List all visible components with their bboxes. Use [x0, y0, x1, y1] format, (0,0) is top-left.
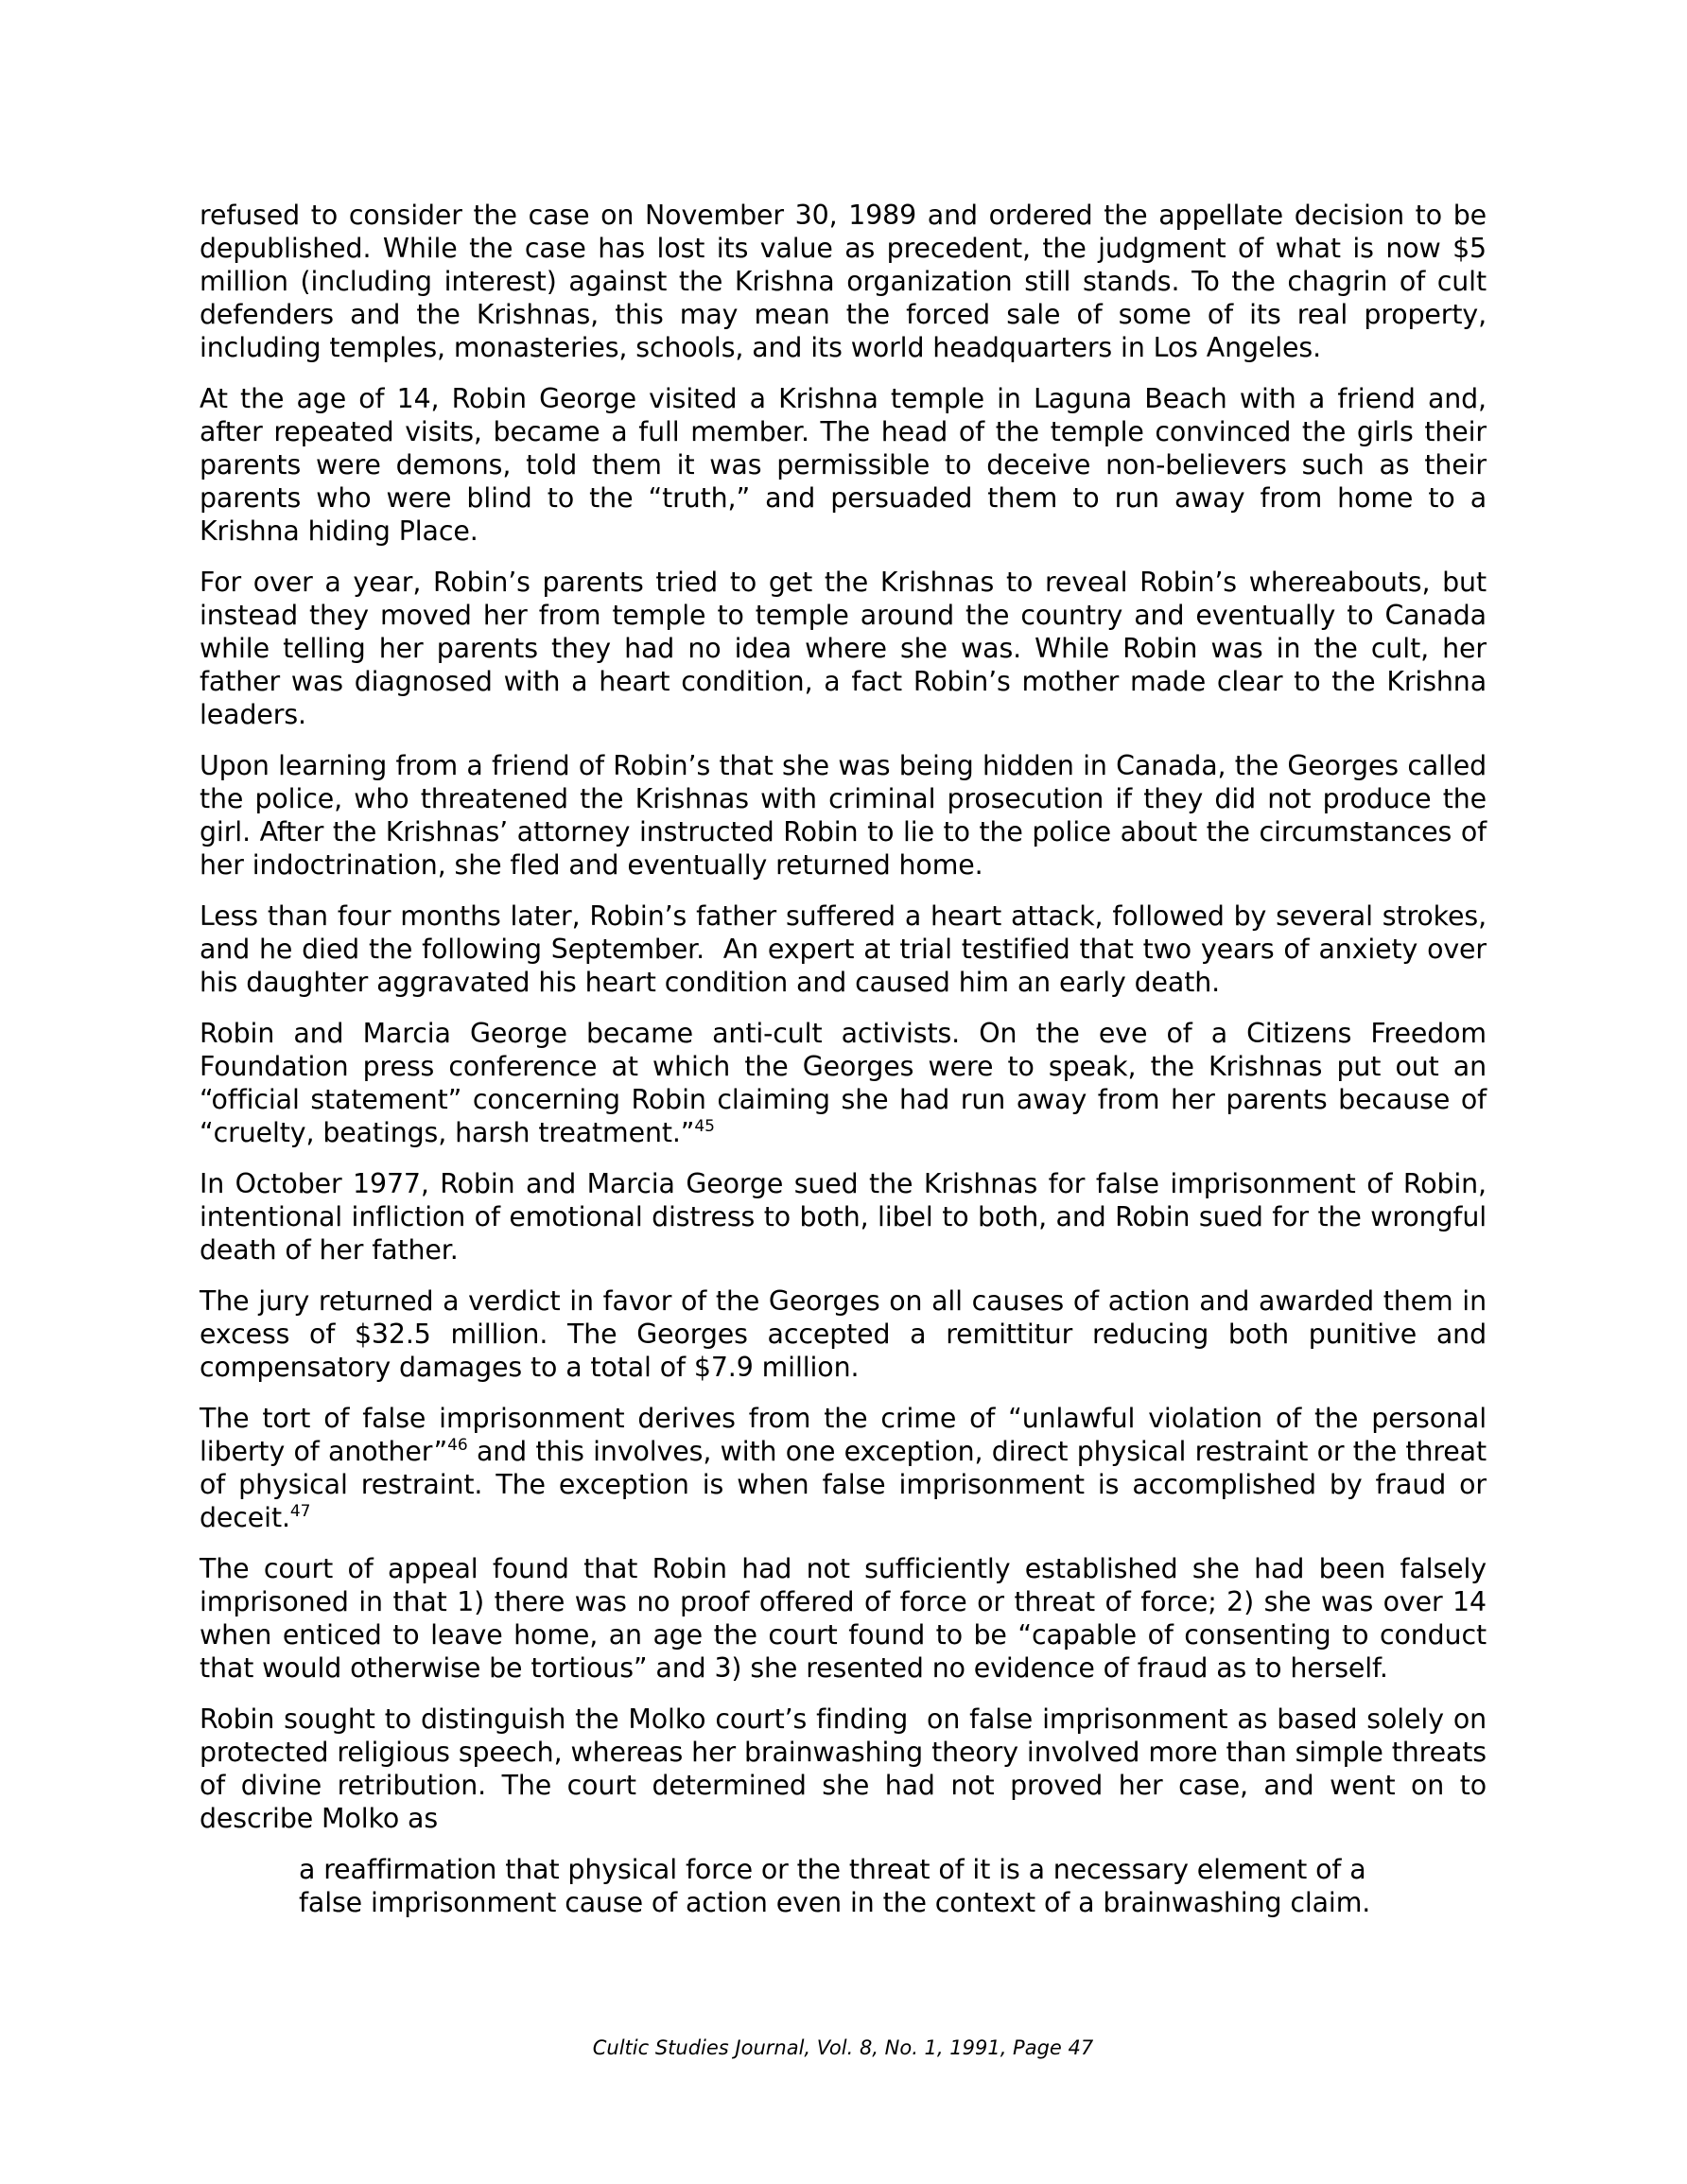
- paragraph-parents-search: [200, 566, 1487, 731]
- footnote-ref-46[interactable]: 46: [447, 1436, 468, 1455]
- footnote-ref-47[interactable]: 47: [289, 1502, 311, 1521]
- paragraph-anti-cult-activists: [200, 1017, 1487, 1149]
- paragraph-text: Robin and Marcia George became anti-cult activists. On the eve of a Citizens Freedom Foundation press conference at which the Georges were to speak, the Krishnas put out an “official statement” concerning Robin claiming she had run away from her parents because of “cruelty, beatings, harsh treatment.”: [200, 1018, 1487, 1148]
- paragraph-text: At the age of 14, Robin George visited a Krishna temple in Laguna Beach with a friend and, after repeated visits, became a full member. The head of the temple convinced the girls their parents were demons, told them it was permissible to deceive non-believers such as their parents who were blind to the “truth,” and persuaded them to run away from home to a Krishna hiding Place.: [200, 383, 1487, 547]
- paragraph-molko-distinction: [200, 1703, 1487, 1835]
- paragraph-text: For over a year, Robin’s parents tried to get the Krishnas to reveal Robin’s whereabouts, but instead they moved her from temple to temple around the country and eventually to Canada while telling her parents they had no idea where she was. While Robin was in the cult, her father was diagnosed with a heart condition, a fact Robin’s mother made clear to the Krishna leaders.: [200, 567, 1487, 730]
- paragraph-text: and this involves, with one exception, direct physical restraint or the threat of physical restraint. The exception is when false imprisonment is accomplished by fraud or deceit.: [200, 1436, 1487, 1533]
- block-quote: a reaffirmation that physical force or the threat of it is a necessary element of a false imprisonment cause of action even in the context of a brainwashing claim.: [299, 1854, 1371, 1918]
- paragraph-court-of-appeal: [200, 1552, 1487, 1685]
- paragraph-depublished-judgment: [200, 199, 1487, 364]
- paragraph-text: Robin sought to distinguish the Molko court’s finding on false imprisonment as based solely on protected religious speech, whereas her brainwashing theory involved more than simple threats of divine retribution. The court determined she had not proved her case, and went on to describe Molko as: [200, 1704, 1487, 1834]
- paragraph-lawsuit-1977: [200, 1167, 1487, 1267]
- paragraph-police-canada: [200, 749, 1487, 882]
- paragraph-text: In October 1977, Robin and Marcia George sued the Krishnas for false imprisonment of Robin, intentional infliction of emotional distress to both, libel to both, and Robin sued for the wrongful death of her father.: [200, 1168, 1487, 1266]
- paragraph-jury-verdict: [200, 1284, 1487, 1384]
- paragraph-father-death: [200, 900, 1487, 999]
- paragraph-text: The jury returned a verdict in favor of the Georges on all causes of action and awarded them in excess of $32.5 million. The Georges accepted a remittitur reducing both punitive and compensatory damages to a total of $7.9 million.: [200, 1285, 1487, 1383]
- paragraph-laguna-beach-temple: [200, 382, 1487, 548]
- paragraph-text: refused to consider the case on November 30, 1989 and ordered the appellate decision to be depublished. While the case has lost its value as precedent, the judgment of what is now $5 million (including interest) against the Krishna organization still stands. To the chagrin of cult defenders and the Krishnas, this may mean the forced sale of some of its real property, including temples, monasteries, schools, and its world headquarters in Los Angeles.: [200, 200, 1487, 363]
- footnote-ref-45[interactable]: 45: [694, 1117, 715, 1136]
- paragraph-text: Less than four months later, Robin’s father suffered a heart attack, followed by several strokes, and he died the following September. An expert at trial testified that two years of anxiety over his daughter aggravated his heart condition and caused him an early death.: [200, 900, 1487, 998]
- document-body: [200, 199, 1487, 1919]
- page-footer: Cultic Studies Journal, Vol. 8, No. 1, 1991, Page 47: [592, 2036, 1094, 2059]
- paragraph-text: The court of appeal found that Robin had not sufficiently established she had been falsely imprisoned in that 1) there was no proof offered of force or threat of force; 2) she was over 14 when enticed to leave home, an age the court found to be “capable of consenting to conduct that would otherwise be tortious” and 3) she resented no evidence of fraud as to herself.: [200, 1553, 1487, 1684]
- paragraph-text: The tort of false imprisonment derives from the crime of “unlawful violation of the personal liberty of another”: [200, 1403, 1487, 1467]
- paragraph-false-imprisonment-tort: [200, 1402, 1487, 1534]
- paragraph-text: Upon learning from a friend of Robin’s that she was being hidden in Canada, the Georges called the police, who threatened the Krishnas with criminal prosecution if they did not produce the girl. After the Krishnas’ attorney instructed Robin to lie to the police about the circumstances of her indoctrination, she fled and eventually returned home.: [200, 750, 1487, 881]
